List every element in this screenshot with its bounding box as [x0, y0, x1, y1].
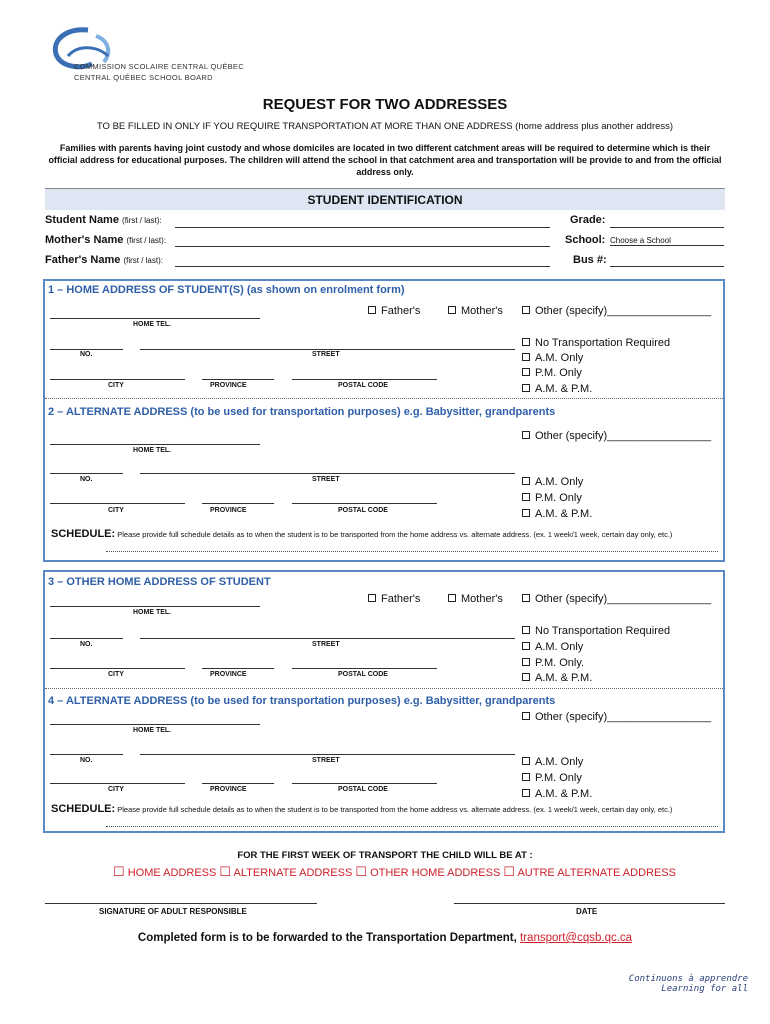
- option-pm[interactable]: P.M. Only: [522, 772, 582, 784]
- city-field[interactable]: [50, 668, 185, 669]
- province-label: PROVINCE: [210, 507, 247, 514]
- choice-alternate-address[interactable]: ☐ ALTERNATE ADDRESS: [219, 864, 353, 879]
- choice-autre-alternate-address[interactable]: ☐ AUTRE ALTERNATE ADDRESS: [503, 864, 676, 879]
- city-field[interactable]: [50, 783, 185, 784]
- checkbox-icon: [368, 306, 376, 314]
- school-label: School:: [565, 234, 606, 246]
- street-field[interactable]: [140, 349, 515, 350]
- home-tel-field[interactable]: [50, 724, 260, 725]
- no-label: NO.: [80, 757, 93, 764]
- home-tel-label: HOME TEL.: [133, 727, 172, 734]
- option-am[interactable]: A.M. Only: [522, 756, 583, 768]
- schedule-field[interactable]: [106, 826, 718, 827]
- street-label: STREET: [312, 351, 340, 358]
- no-field[interactable]: [50, 754, 123, 755]
- option-pm[interactable]: P.M. Only: [522, 492, 582, 504]
- page-subtitle: TO BE FILLED IN ONLY IF YOU REQUIRE TRANSPORTATION AT MORE THAN ONE ADDRESS (home address plus another address): [96, 121, 674, 132]
- no-field[interactable]: [50, 638, 123, 639]
- option-no-transport[interactable]: No Transportation Required: [522, 337, 670, 349]
- street-label: STREET: [312, 757, 340, 764]
- option-ampm[interactable]: A.M. & P.M.: [522, 508, 592, 520]
- slogan-line2: Learning for all: [661, 984, 748, 994]
- option-mothers[interactable]: Mother's: [448, 593, 503, 605]
- checkbox-icon: [522, 368, 530, 376]
- checkbox-icon: [448, 594, 456, 602]
- option-other[interactable]: Other (specify)_________________: [522, 711, 711, 723]
- city-label: CITY: [108, 507, 124, 514]
- postal-label: POSTAL CODE: [338, 671, 388, 678]
- home-tel-field[interactable]: [50, 444, 260, 445]
- postal-field[interactable]: [292, 783, 437, 784]
- section-1-title: 1 – HOME ADDRESS OF STUDENT(S) (as shown on enrolment form): [48, 284, 405, 296]
- date-field[interactable]: [454, 903, 725, 904]
- city-label: CITY: [108, 382, 124, 389]
- slogan: [629, 974, 748, 994]
- logo-line2: CENTRAL QUÉBEC SCHOOL BOARD: [74, 73, 213, 82]
- slogan-line1: Continuons à apprendre: [628, 974, 748, 984]
- student-name-label: Student Name (first / last):: [45, 214, 162, 226]
- checkbox-icon: [522, 306, 530, 314]
- date-label: DATE: [576, 907, 598, 916]
- option-ampm[interactable]: A.M. & P.M.: [522, 383, 592, 395]
- page-title: REQUEST FOR TWO ADDRESSES: [262, 96, 508, 113]
- street-field[interactable]: [140, 473, 515, 474]
- postal-field[interactable]: [292, 668, 437, 669]
- grade-label: Grade:: [570, 214, 606, 226]
- checkbox-icon: [522, 773, 530, 781]
- checkbox-icon: [522, 353, 530, 361]
- schedule-text: SCHEDULE: Please provide full schedule details as to when the student is to be transported from the home address vs. alternate address. (ex. 1 week/1 week, certain day only, etc.): [51, 528, 673, 540]
- checkbox-icon: [522, 509, 530, 517]
- checkbox-icon: [522, 477, 530, 485]
- logo-line1: COMMISSION SCOLAIRE CENTRAL QUÉBEC: [74, 62, 244, 71]
- section-3-title: 3 – OTHER HOME ADDRESS OF STUDENT: [48, 576, 271, 588]
- no-label: NO.: [80, 476, 93, 483]
- checkbox-icon: [522, 712, 530, 720]
- option-pm[interactable]: P.M. Only: [522, 367, 582, 379]
- bus-field[interactable]: [610, 266, 724, 267]
- father-name-label: Father's Name (first / last):: [45, 254, 163, 266]
- father-name-field[interactable]: [175, 266, 550, 267]
- option-am[interactable]: A.M. Only: [522, 352, 583, 364]
- checkbox-icon: [522, 673, 530, 681]
- city-field[interactable]: [50, 379, 185, 380]
- signature-label: SIGNATURE OF ADULT RESPONSIBLE: [99, 907, 247, 916]
- province-field[interactable]: [202, 783, 274, 784]
- home-tel-field[interactable]: [50, 606, 260, 607]
- grade-field[interactable]: [610, 227, 724, 228]
- school-select[interactable]: Choose a School: [610, 236, 724, 246]
- schedule-text: SCHEDULE: Please provide full schedule details as to when the student is to be transported from the home address vs. alternate address. (ex. 1 week/1 week, certain day only, etc.): [51, 803, 673, 815]
- postal-label: POSTAL CODE: [338, 382, 388, 389]
- option-am[interactable]: A.M. Only: [522, 641, 583, 653]
- first-week-choices: [113, 864, 676, 880]
- student-name-field[interactable]: [175, 227, 550, 228]
- choice-home-address[interactable]: ☐ HOME ADDRESS: [113, 864, 217, 879]
- intro-text: Families with parents having joint custody and whose domiciles are located in two different catchment areas will be required to determine which is their official address for educational purposes. The children will attend the school in that catchment area and transportation will be provide to and from the official address only.: [48, 143, 722, 177]
- province-label: PROVINCE: [210, 786, 247, 793]
- checkbox-icon: [522, 658, 530, 666]
- option-mothers[interactable]: Mother's: [448, 305, 503, 317]
- province-label: PROVINCE: [210, 671, 247, 678]
- street-label: STREET: [312, 641, 340, 648]
- section-2-title: 2 – ALTERNATE ADDRESS (to be used for transportation purposes) e.g. Babysitter, grandparents: [48, 406, 556, 418]
- divider: [45, 688, 723, 689]
- option-other[interactable]: Other (specify)_________________: [522, 430, 711, 442]
- checkbox-icon: [522, 493, 530, 501]
- mother-name-label: Mother's Name (first / last):: [45, 234, 167, 246]
- checkbox-icon: [368, 594, 376, 602]
- checkbox-icon: [448, 306, 456, 314]
- postal-field[interactable]: [292, 503, 437, 504]
- section-4-title: 4 – ALTERNATE ADDRESS (to be used for transportation purposes) e.g. Babysitter, grandparents: [48, 695, 556, 707]
- choice-other-home-address[interactable]: ☐ OTHER HOME ADDRESS: [355, 864, 501, 879]
- bus-label: Bus #:: [573, 254, 607, 266]
- city-label: CITY: [108, 786, 124, 793]
- city-field[interactable]: [50, 503, 185, 504]
- province-field[interactable]: [202, 379, 274, 380]
- province-field[interactable]: [202, 668, 274, 669]
- checkbox-icon: [522, 626, 530, 634]
- checkbox-icon: [522, 642, 530, 650]
- footer-note: Completed form is to be forwarded to the Transportation Department, transport@cqsb.qc.ca: [137, 932, 633, 944]
- home-tel-field[interactable]: [50, 318, 260, 319]
- postal-field[interactable]: [292, 379, 437, 380]
- no-field[interactable]: [50, 473, 123, 474]
- postal-label: POSTAL CODE: [338, 786, 388, 793]
- no-label: NO.: [80, 641, 93, 648]
- option-no-transport[interactable]: No Transportation Required: [522, 625, 670, 637]
- option-other[interactable]: Other (specify)_________________: [522, 593, 711, 605]
- signature-field[interactable]: [45, 903, 317, 904]
- street-label: STREET: [312, 476, 340, 483]
- checkbox-icon: [522, 789, 530, 797]
- checkbox-icon: [522, 757, 530, 765]
- option-fathers[interactable]: Father's: [368, 593, 420, 605]
- city-label: CITY: [108, 671, 124, 678]
- province-label: PROVINCE: [210, 382, 247, 389]
- checkbox-icon: [522, 384, 530, 392]
- home-tel-label: HOME TEL.: [133, 321, 172, 328]
- student-id-header: STUDENT IDENTIFICATION: [45, 188, 725, 210]
- option-fathers[interactable]: Father's: [368, 305, 420, 317]
- schedule-field[interactable]: [106, 551, 718, 552]
- option-am[interactable]: A.M. Only: [522, 476, 583, 488]
- province-field[interactable]: [202, 503, 274, 504]
- checkbox-icon: [522, 594, 530, 602]
- no-label: NO.: [80, 351, 93, 358]
- option-pm[interactable]: P.M. Only.: [522, 657, 584, 669]
- divider: [45, 398, 723, 399]
- option-other[interactable]: Other (specify)_________________: [522, 305, 711, 317]
- street-field[interactable]: [140, 638, 515, 639]
- option-ampm[interactable]: A.M. & P.M.: [522, 672, 592, 684]
- first-week-label: FOR THE FIRST WEEK OF TRANSPORT THE CHILD WILL BE AT :: [237, 850, 533, 861]
- street-field[interactable]: [140, 754, 515, 755]
- no-field[interactable]: [50, 349, 123, 350]
- mother-name-field[interactable]: [175, 246, 550, 247]
- home-tel-label: HOME TEL.: [133, 609, 172, 616]
- home-tel-label: HOME TEL.: [133, 447, 172, 454]
- email-link[interactable]: transport@cqsb.qc.ca: [520, 932, 633, 944]
- checkbox-icon: [522, 338, 530, 346]
- postal-label: POSTAL CODE: [338, 507, 388, 514]
- option-ampm[interactable]: A.M. & P.M.: [522, 788, 592, 800]
- checkbox-icon: [522, 431, 530, 439]
